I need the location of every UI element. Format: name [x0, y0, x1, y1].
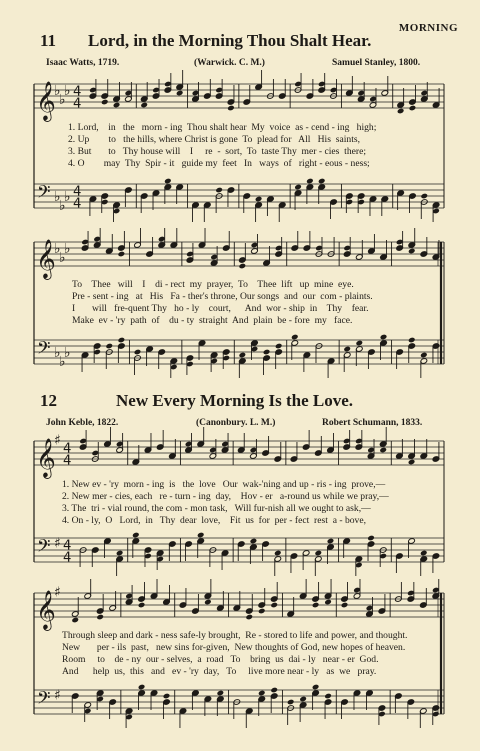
bass-clef: 𝄢	[37, 535, 51, 560]
treble-clef: 𝄞	[36, 590, 56, 629]
key-signature: ♭	[64, 82, 71, 99]
note-head	[258, 690, 266, 697]
note-head	[113, 102, 121, 109]
bass-clef: 𝄢	[37, 181, 51, 206]
key-signature: ♭	[59, 353, 66, 370]
note-head	[420, 193, 428, 200]
note-head	[408, 459, 416, 466]
hymn-number: 11	[40, 31, 57, 50]
note-head	[118, 337, 126, 344]
lyric-line: 3. The tri - vial round, the com - mon task, Will fur-nish all we ought to ask,—	[62, 503, 371, 514]
lyric-line: New per - ils past, new sins for-given, New thoughts of God, new hopes of heaven.	[62, 642, 406, 653]
lyric-line: 2. New mer - cies, each re - turn - ing day, Hov - er a-round us while we pray,—	[62, 491, 389, 502]
lyric-line: 2. Up to the hills, where Christ is gone To plead for All His saints,	[68, 134, 361, 145]
time-signature: 4	[73, 196, 82, 212]
note-head	[217, 690, 225, 697]
treble-clef: 𝄞	[36, 239, 56, 278]
lyric-line: I will fre-quent Thy ho - ly court, And wor - ship in Thy fear.	[72, 303, 369, 314]
time-signature: 4	[63, 453, 72, 469]
time-signature: 4	[63, 538, 72, 554]
note-head	[294, 184, 302, 191]
lyric-line: Make ev - 'ry path of du - ty straight And plain be - fore my face.	[72, 315, 353, 326]
key-signature: ♭	[54, 240, 61, 257]
lyric-line: 1. New ev - 'ry morn - ing is the love Our wak-'ning and up - ris - ing prove,—	[62, 479, 386, 490]
hymn-tune: (Warwick. C. M.)	[194, 58, 265, 68]
lyric-line: 1. Lord, in the morn - ing Thou shalt hear My voice as - cend - ing high;	[68, 122, 377, 133]
note-head	[239, 352, 247, 359]
key-signature: ♭	[54, 344, 61, 361]
note-head	[255, 196, 263, 203]
note-head	[367, 535, 375, 542]
note-head	[239, 263, 247, 270]
lyric-line: Pre - sent - ing at His Fa - ther's throne, Our songs and our com - plaints.	[72, 291, 373, 302]
hymn-composer: Samuel Stanley, 1800.	[332, 58, 421, 68]
hymn-title: New Every Morning Is the Love.	[116, 391, 354, 410]
note-head	[250, 538, 258, 545]
key-signature: ♯	[54, 584, 61, 601]
lyric-line: 4. On - ly, O Lord, in Thy dear love, Fit us for per - fect rest a - bove,	[62, 515, 366, 526]
note-head	[299, 696, 307, 703]
lyric-line: 4. O may Thy Spir - it guide my feet In ways of right - eous - ness;	[68, 158, 370, 169]
key-signature: ♭	[64, 240, 71, 257]
key-signature: ♯	[54, 687, 61, 704]
note-head	[176, 90, 184, 97]
note-head	[318, 178, 326, 185]
lyric-line: Room to de - ny our - selves, a road To bring us dai - ly near - er God.	[62, 654, 379, 665]
key-signature: ♭	[59, 91, 66, 108]
time-signature: 4	[73, 84, 82, 100]
note-head	[163, 693, 171, 700]
hymn-composer: Robert Schumann, 1833.	[322, 418, 423, 428]
section-label: MORNING	[398, 22, 458, 34]
note-head	[138, 602, 146, 609]
note-head	[312, 684, 320, 691]
note-head	[291, 334, 299, 341]
key-signature: ♭	[54, 188, 61, 205]
note-head	[306, 178, 314, 185]
note-head	[118, 251, 126, 258]
note-head	[140, 102, 148, 109]
note-head	[132, 532, 140, 539]
note-head	[397, 108, 405, 115]
note-head	[379, 447, 387, 454]
note-head	[324, 599, 332, 606]
note-head	[270, 602, 278, 609]
note-head	[96, 614, 104, 621]
key-signature: ♯	[54, 535, 61, 552]
lyric-line: Through sleep and dark - ness safe-ly brought, Re - stored to life and power, and thought.	[62, 630, 408, 641]
hymn-author: John Keble, 1822.	[46, 418, 119, 428]
note-head	[227, 105, 235, 112]
bass-clef: 𝄢	[37, 687, 51, 712]
note-head	[164, 178, 172, 185]
note-head	[341, 602, 349, 609]
note-head	[312, 602, 320, 609]
note-head	[274, 550, 282, 557]
note-head	[408, 337, 416, 344]
treble-clef: 𝄞	[36, 438, 56, 477]
hymn-author: Isaac Watts, 1719.	[46, 58, 120, 68]
key-signature: ♭	[64, 188, 71, 205]
note-head	[71, 617, 79, 624]
note-head	[380, 334, 388, 341]
note-head	[315, 550, 323, 557]
note-head	[420, 352, 428, 359]
hymn-title: Lord, in the Morning Thou Shalt Hear.	[88, 31, 372, 50]
time-signature: 4	[63, 550, 72, 566]
note-head	[138, 684, 146, 691]
hymn-tune: (Canonbury. L. M.)	[196, 418, 276, 428]
note-head	[343, 346, 351, 353]
note-head	[409, 105, 417, 112]
key-signature: ♭	[64, 344, 71, 361]
note-head	[420, 550, 428, 557]
note-head	[101, 99, 109, 106]
time-signature: 4	[73, 184, 82, 200]
note-head	[204, 599, 212, 606]
note-head	[215, 187, 223, 194]
note-head	[116, 550, 124, 557]
time-signature: 4	[73, 96, 82, 112]
key-signature: ♯	[54, 432, 61, 449]
note-head	[287, 699, 295, 706]
key-signature: ♭	[59, 197, 66, 214]
bass-clef: 𝄢	[37, 337, 51, 362]
note-head	[197, 532, 205, 539]
note-head	[327, 538, 335, 545]
lyric-line: And help us, this and ev - 'ry day, To live more near - ly as we pray.	[62, 666, 377, 677]
note-head	[258, 608, 266, 615]
note-head	[275, 343, 283, 350]
lyric-line: 3. But to Thy house will I re - sort, To taste Thy mer - cies there;	[68, 146, 367, 157]
note-head	[263, 349, 271, 356]
note-head	[324, 693, 332, 700]
hymn-number: 12	[40, 391, 57, 410]
note-head	[105, 343, 113, 350]
note-head	[356, 340, 364, 347]
treble-clef: 𝄞	[36, 81, 56, 120]
note-head	[270, 687, 278, 694]
note-head	[245, 614, 253, 621]
note-head	[134, 349, 142, 356]
lyric-line: To Thee will I di - rect my prayer, To Thee lift up mine eye.	[72, 279, 354, 290]
key-signature: ♭	[59, 249, 66, 266]
time-signature: 4	[63, 441, 72, 457]
key-signature: ♭	[54, 82, 61, 99]
note-head	[408, 248, 416, 255]
